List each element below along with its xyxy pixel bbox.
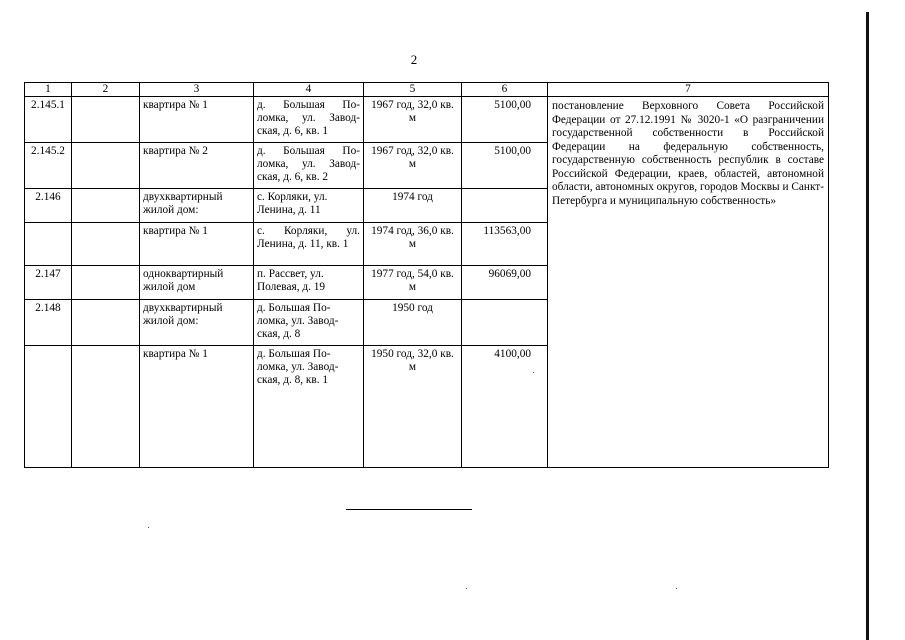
property-table xyxy=(24,82,829,468)
table-row xyxy=(25,97,829,143)
row-year-area: 1967 год, 32,0 кв. м xyxy=(364,143,462,189)
row-col2 xyxy=(72,346,140,468)
row-number xyxy=(25,223,72,266)
separator-line xyxy=(346,509,472,510)
row-value: 96069,00 xyxy=(462,266,548,300)
header-cell-1: 1 xyxy=(25,83,72,97)
row-address: д. Большая По-ломка, ул. Завод-ская, д. 8 xyxy=(254,300,364,346)
row-number: 2.148 xyxy=(25,300,72,346)
row-year-area: 1974 год xyxy=(364,189,462,223)
row-col2 xyxy=(72,143,140,189)
row-number: 2.147 xyxy=(25,266,72,300)
row-col2 xyxy=(72,189,140,223)
row-year-area: 1974 год, 36,0 кв. м xyxy=(364,223,462,266)
row-number xyxy=(25,346,72,468)
scan-speck xyxy=(676,588,677,589)
row-number: 2.145.2 xyxy=(25,143,72,189)
row-col2 xyxy=(72,97,140,143)
page-number: 2 xyxy=(410,52,418,67)
row-col2 xyxy=(72,266,140,300)
header-row xyxy=(25,83,829,97)
row-address: с. Корляки, ул. Ленина, д. 11, кв. 1 xyxy=(254,223,364,266)
row-object: квартира № 1 xyxy=(140,223,254,266)
row-value xyxy=(462,300,548,346)
row-value: 113563,00 xyxy=(462,223,548,266)
row-object: квартира № 1 xyxy=(140,346,254,468)
scan-speck xyxy=(533,372,534,373)
row-object: квартира № 1 xyxy=(140,97,254,143)
scan-speck xyxy=(148,527,149,528)
row-year-area: 1950 год xyxy=(364,300,462,346)
row-value: 5100,00 xyxy=(462,97,548,143)
row-address: д. Большая По-ломка, ул. Завод-ская, д. 6, кв. 1 xyxy=(254,97,364,143)
basis-cell: постановление Верховного Совета Российской Федерации от 27.12.1991 № 3020-1 «О разграничении государственной собственности в Российской Федерации на федеральную собственность, государственную собственность республик в составе Российской Федерации, краев, областей, автономной области, автономных округов, городов Москвы и Санкт-Петербурга и муниципальную собственность» xyxy=(548,97,829,468)
row-year-area: 1950 год, 32,0 кв. м xyxy=(364,346,462,468)
row-number: 2.145.1 xyxy=(25,97,72,143)
header-cell-5: 5 xyxy=(364,83,462,97)
row-value xyxy=(462,189,548,223)
header-cell-6: 6 xyxy=(462,83,548,97)
row-col2 xyxy=(72,300,140,346)
row-address: д. Большая По-ломка, ул. Завод-ская, д. 8, кв. 1 xyxy=(254,346,364,468)
row-year-area: 1977 год, 54,0 кв. м xyxy=(364,266,462,300)
row-object: квартира № 2 xyxy=(140,143,254,189)
row-address: д. Большая По-ломка, ул. Завод-ская, д. 6, кв. 2 xyxy=(254,143,364,189)
row-address: с. Корляки, ул. Ленина, д. 11 xyxy=(254,189,364,223)
row-address: п. Рассвет, ул. Полевая, д. 19 xyxy=(254,266,364,300)
row-number: 2.146 xyxy=(25,189,72,223)
header-cell-3: 3 xyxy=(140,83,254,97)
row-object: двухквартирный жилой дом: xyxy=(140,300,254,346)
scan-speck xyxy=(466,588,467,589)
scan-edge-bar xyxy=(866,12,869,640)
header-cell-4: 4 xyxy=(254,83,364,97)
row-value: 4100,00 xyxy=(462,346,548,468)
row-year-area: 1967 год, 32,0 кв. м xyxy=(364,97,462,143)
row-object: одноквартирный жилой дом xyxy=(140,266,254,300)
header-cell-2: 2 xyxy=(72,83,140,97)
row-col2 xyxy=(72,223,140,266)
row-object: двухквартирный жилой дом: xyxy=(140,189,254,223)
header-cell-7: 7 xyxy=(548,83,829,97)
row-value: 5100,00 xyxy=(462,143,548,189)
